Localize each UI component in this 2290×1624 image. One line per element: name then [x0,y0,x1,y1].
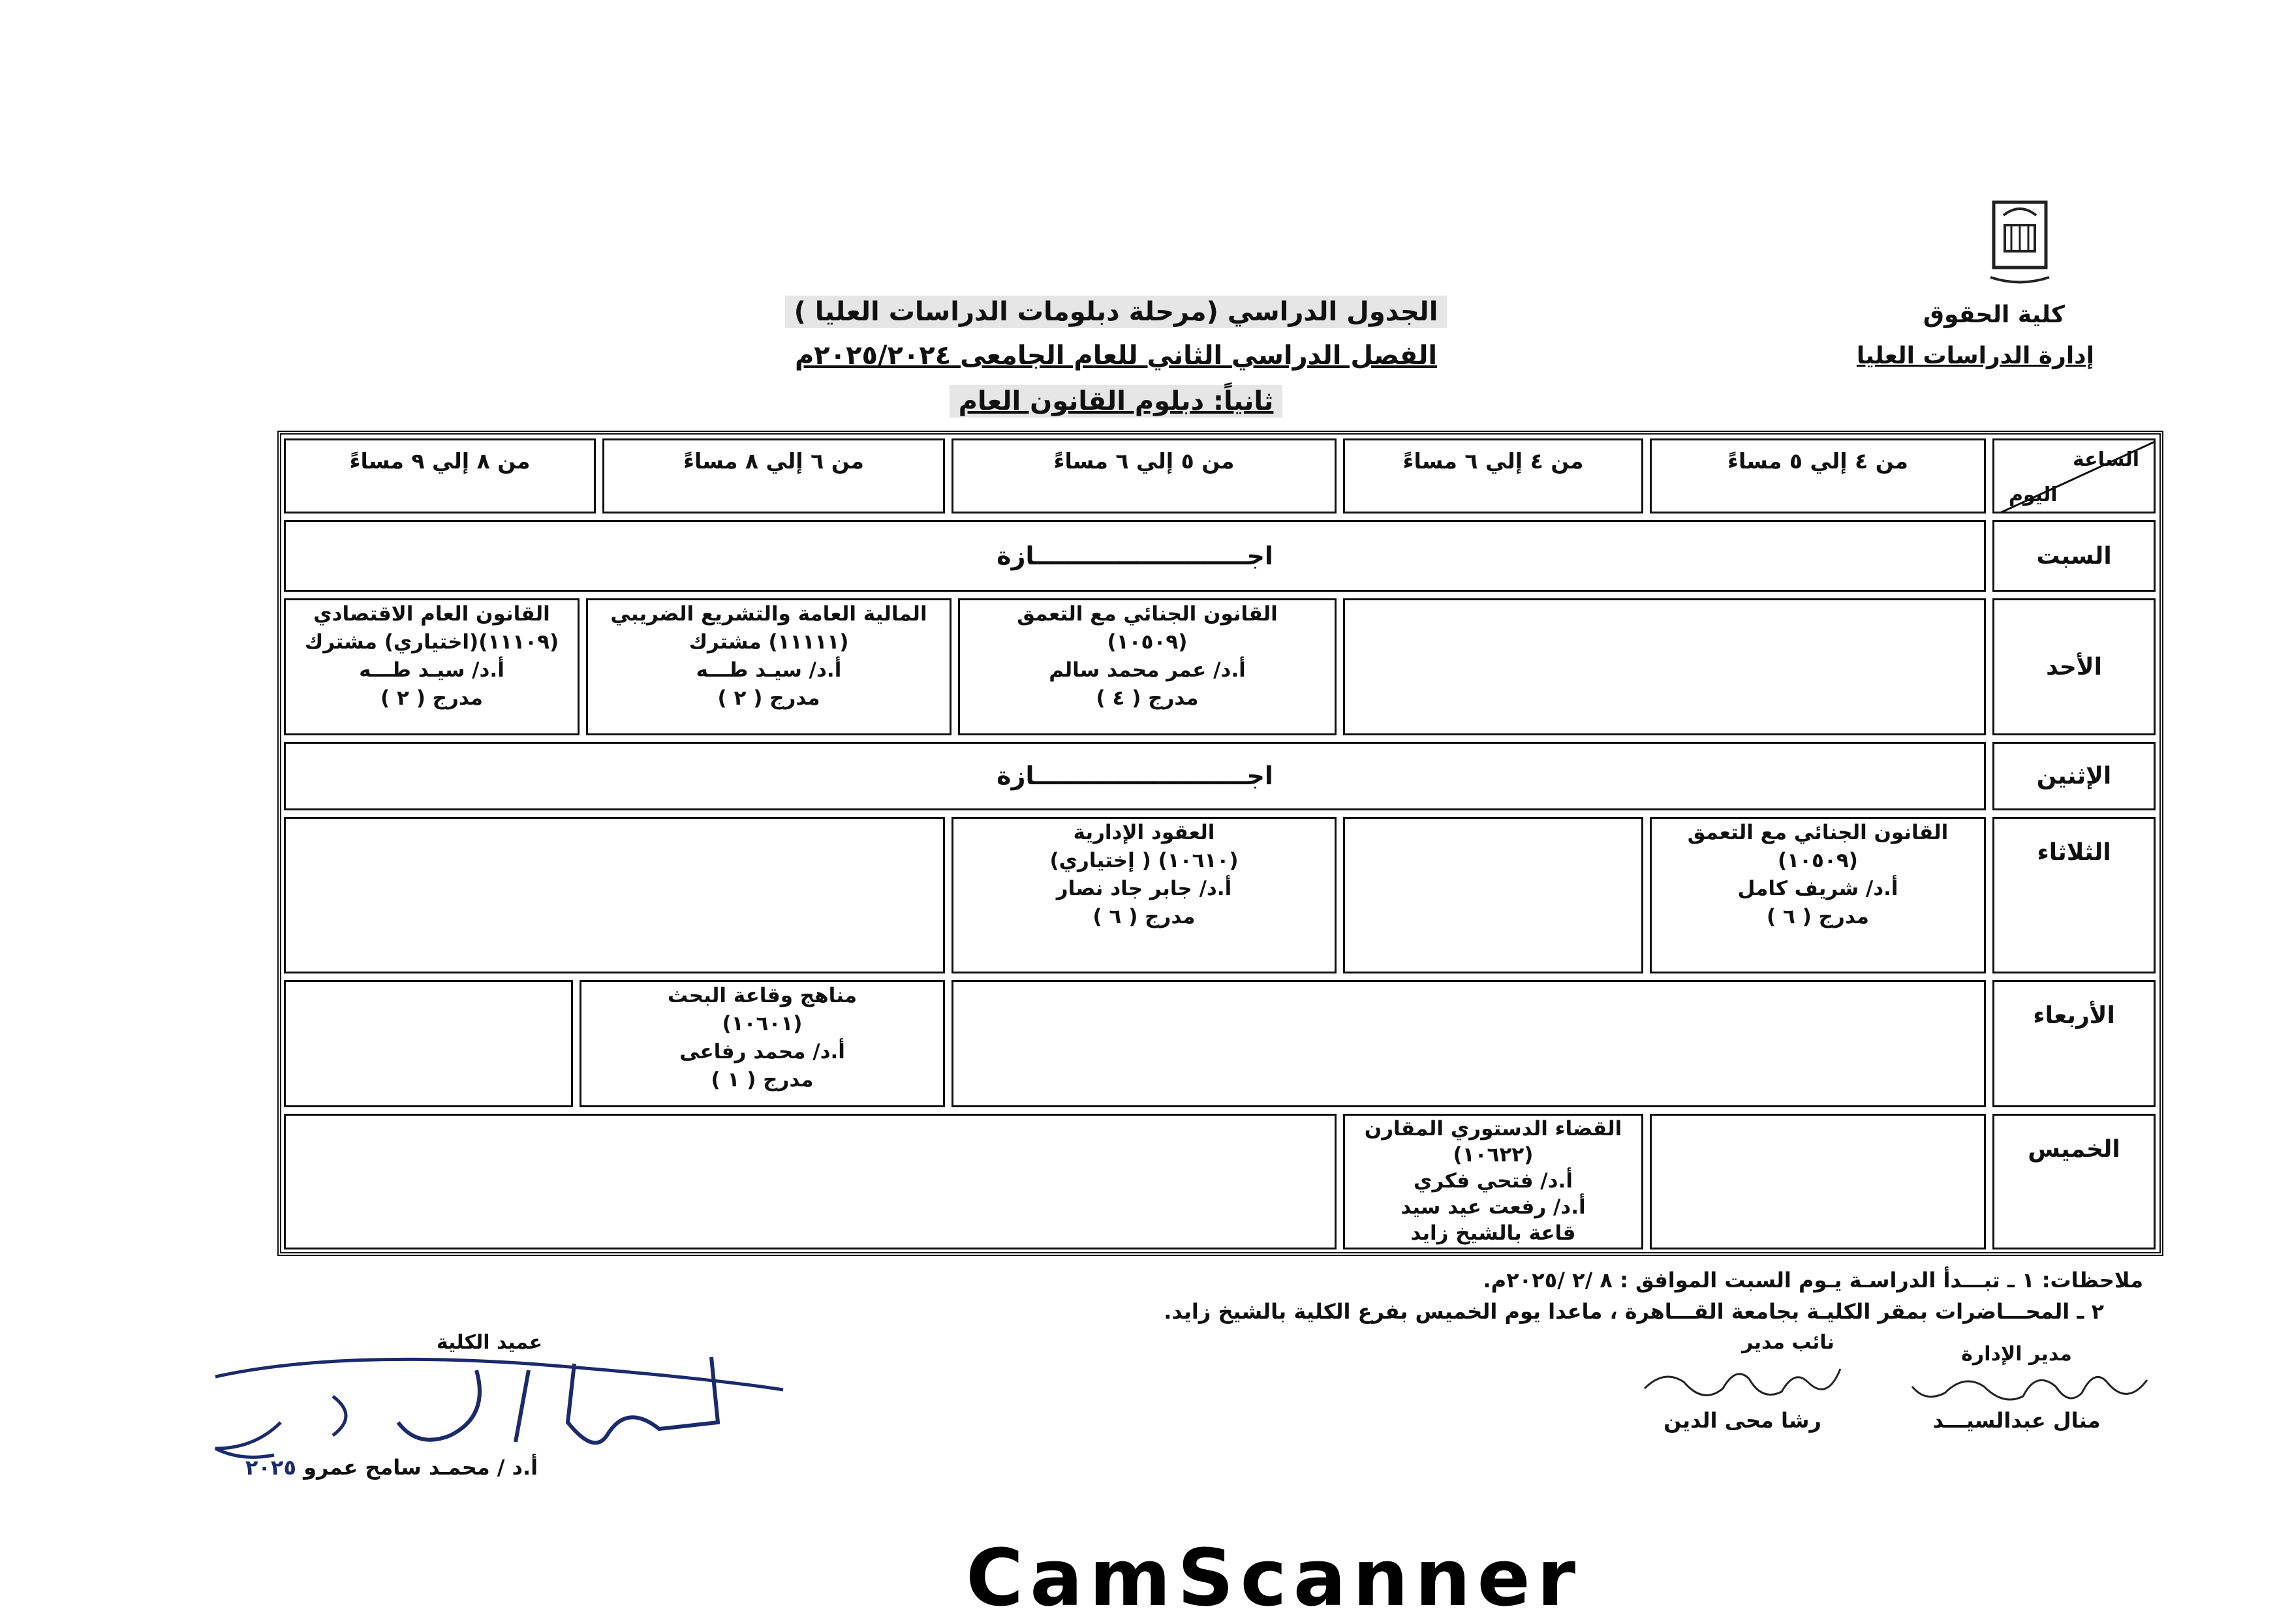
course-room: مدرج ( ٦ ) [1767,905,1869,928]
course-room: مدرج ( ٦ ) [1092,905,1196,928]
course-room: مدرج ( ٢ ) [380,686,483,710]
time-slot-header: من ٦ إلي ٨ مساءً [602,438,945,513]
course-wednesday-research-methods [580,980,945,1107]
course-code: (١٠٦٢٢) [1453,1143,1534,1167]
course-name: القانون الجنائي مع التعمق [1687,821,1949,844]
title-line-3: ثانياً: دبلوم القانون العام [750,386,1481,416]
day-saturday: السبت [1992,520,2156,592]
corner-hour-label: الساعة [2072,448,2139,471]
course-tuesday-criminal-law [1650,817,1986,973]
course-professor: أ.د/ عمر محمد سالم [1049,658,1246,682]
empty-slot [1343,817,1643,973]
course-name: القضاء الدستوري المقارن [1364,1117,1622,1141]
day-tuesday: الثلاثاء [1992,817,2156,973]
day-sunday: الأحد [1992,598,2156,735]
course-room: مدرج ( ١ ) [711,1068,814,1092]
empty-slot [284,980,573,1107]
schedule-table [277,431,2163,1256]
time-slot-header: من ٨ إلي ٩ مساءً [284,438,596,513]
empty-slot [1343,598,1986,735]
dean-title: عميد الكلية [436,1331,543,1354]
course-code: (١١١٠٩)(اختياري) مشترك [304,630,559,654]
course-sunday-criminal-law [958,598,1337,735]
course-sunday-public-finance [586,598,952,735]
department-name: إدارة الدراسات العليا [1856,343,2094,369]
corner-day-label: اليوم [2009,483,2058,506]
course-professor-2: أ.د/ رفعت عيد سيد [1400,1195,1586,1219]
manager-title: مدير الإدارة [1961,1343,2072,1366]
course-professor: أ.د/ شريف كامل [1737,877,1898,900]
course-name: القانون العام الاقتصادي [313,602,550,626]
time-slot-header: من ٤ إلي ٦ مساءً [1343,438,1643,513]
course-sunday-economic-law [284,598,580,735]
course-code: (١٠٥٠٩) [1107,630,1188,654]
course-room: مدرج ( ٢ ) [717,686,820,710]
manager-name: منال عبدالسيـــد [1932,1408,2101,1433]
course-code: (١١١١١) مشترك [689,630,849,654]
course-name: مناهج وقاعة البحث [667,984,858,1007]
holiday-monday: اجـــــــــــــــــــــــــازة [284,742,1986,810]
day-thursday: الخميس [1992,1114,2156,1249]
dean-year: ٢٠٢٥ [245,1455,296,1480]
scanner-watermark: CamScanner [966,1533,1583,1624]
note-line-2: ٢ ـ المحـــاضرات بمقر الكليـة بجامعة القـــاهرة ، ماعدا يوم الخميس بفرع الكلية بالشيخ زايد. [1164,1299,2104,1324]
title-line-2: الفصل الدراسي الثاني للعام الجامعى ٢٠٢٥/٢٠٢٤م [794,341,1438,371]
course-thursday-constitutional-judiciary [1343,1114,1643,1249]
course-room: قاعة بالشيخ زايد [1410,1221,1576,1245]
course-code: (١٠٥٠٩) [1778,849,1858,872]
deputy-title: نائب مدير [1742,1331,1834,1354]
course-name: القانون الجنائي مع التعمق [1017,602,1278,626]
course-professor: أ.د/ محمد رفاعى [679,1040,845,1064]
dean-name-line [183,1455,600,1480]
course-professor: أ.د/ فتحي فكري [1414,1169,1573,1193]
notes [1164,1264,2143,1327]
day-monday: الإثنين [1992,742,2156,810]
note-line-1: ملاحظات: ١ ـ تبـــدأ الدراسـة يـوم السبت الموافق : ٨ /٢ /٢٠٢٥م. [1483,1268,2143,1293]
university-logo [1984,189,2056,287]
course-room: مدرج ( ٤ ) [1096,686,1199,710]
deputy-signature [1632,1356,1847,1408]
empty-slot [284,817,945,973]
corner-cell [1992,438,2156,513]
course-code: (١٠٦١٠) ( إختياري) [1049,849,1239,872]
faculty-name: كلية الحقوق [1923,301,2065,328]
course-professor: أ.د/ سيـد طـــه [359,658,504,682]
time-slot-header: من ٥ إلي ٦ مساءً [952,438,1337,513]
course-name: المالية العامة والتشريع الضريبي [610,602,927,626]
course-professor: أ.د/ جابر جاد نصار [1056,877,1232,900]
dean-name: أ.د / محمـد سامح عمرو [303,1455,538,1480]
course-tuesday-admin-contracts [952,817,1337,973]
day-wednesday: الأربعاء [1992,980,2156,1107]
empty-slot [952,980,1986,1107]
course-professor: أ.د/ سيـد طـــه [696,658,842,682]
course-code: (١٠٦٠١) [722,1012,803,1035]
holiday-saturday: اجـــــــــــــــــــــــــازة [284,520,1986,592]
empty-slot [1650,1114,1986,1249]
manager-signature [1906,1360,2154,1413]
time-slot-header: من ٤ إلي ٥ مساءً [1650,438,1986,513]
title-line-1: الجدول الدراسي (مرحلة دبلومات الدراسات العليا ) [750,297,1481,327]
deputy-name: رشا محى الدين [1663,1408,1821,1433]
course-name: العقود الإدارية [1073,821,1215,844]
empty-slot [284,1114,1337,1249]
